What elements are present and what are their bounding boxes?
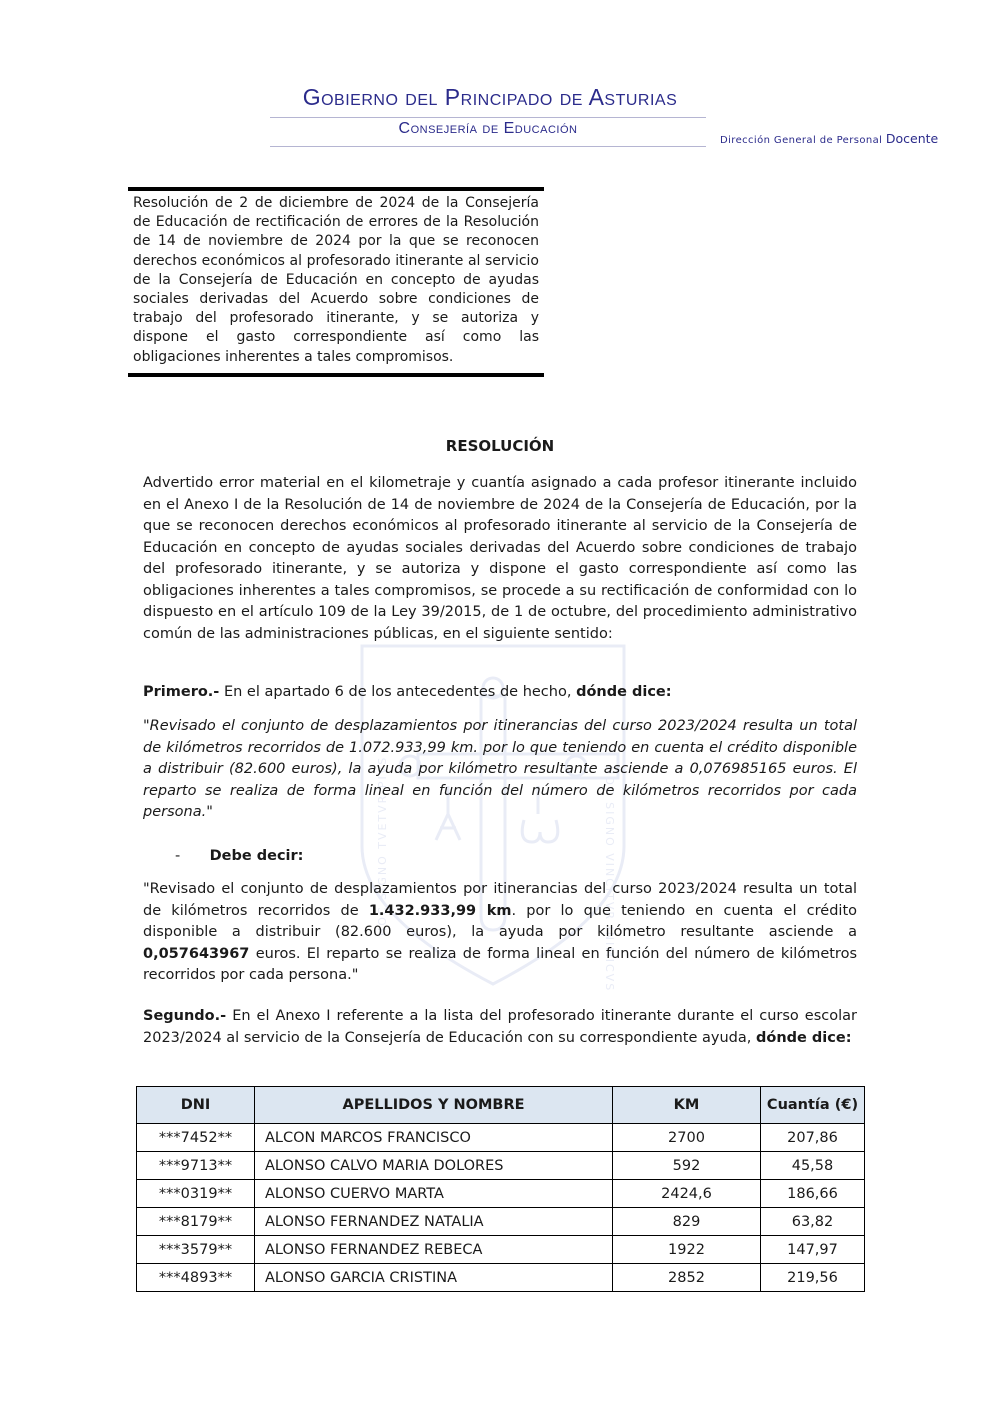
- cell-dni: ***9713**: [137, 1152, 255, 1180]
- debe-decir-label: Debe decir:: [209, 848, 304, 864]
- cell-km: 592: [613, 1152, 761, 1180]
- header-cuantia: Cuantía (€): [761, 1087, 865, 1124]
- cell-km: 2700: [613, 1124, 761, 1152]
- annex-table: [136, 1086, 865, 1292]
- quote-new-part3: euros. El reparto se realiza de forma lineal en función del número de kilómetros recorridos por cada persona.": [143, 945, 857, 983]
- cell-dni: ***3579**: [137, 1236, 255, 1264]
- cell-dni: ***0319**: [137, 1180, 255, 1208]
- resolution-summary-box: Resolución de 2 de diciembre de 2024 de la Consejería de Educación de rectificación de errores de la Resolución de 14 de noviembre de 2024 por la que se reconocen derechos económicos al profesorado itinerante al servicio de la Consejería de Educación en concepto de ayudas sociales derivadas del Acuerdo sobre condiciones de trabajo del profesorado itinerante, y se autoriza y dispone el gasto correspondiente así como las obligaciones inherentes a tales compromisos.: [128, 187, 544, 377]
- header-km: KM: [613, 1087, 761, 1124]
- table-body: [137, 1124, 865, 1292]
- primero-emphasis: dónde dice:: [576, 684, 672, 700]
- segundo-label: Segundo.-: [143, 1008, 227, 1024]
- segundo-emphasis: dónde dice:: [755, 1029, 852, 1046]
- cell-dni: ***7452**: [137, 1124, 255, 1152]
- intro-paragraph: Advertido error material en el kilometraje y cuantía asignado a cada profesor itinerante incluido en el Anexo I de la Resolución de 14 de noviembre de 2024 de la Consejería de Educación, por la que se reconocen derechos económicos al profesorado itinerante al servicio de la Consejería de Educación en concepto de ayudas sociales derivadas del Acuerdo sobre condiciones de trabajo del profesorado itinerante, y se autoriza y dispone el gasto correspondiente así como las obligaciones inherentes a tales compromisos, se procede a su rectificación de conformidad con lo dispuesto en el artículo 109 de la Ley 39/2015, de 1 de octubre, del procedimiento administrativo común de las administraciones públicas, en el siguiente sentido:: [143, 475, 857, 642]
- table-row: [137, 1180, 865, 1208]
- direction-unit: Docente: [885, 131, 939, 146]
- header-rule-bottom: [270, 146, 706, 147]
- table-row: [137, 1264, 865, 1292]
- cell-km: 2424,6: [613, 1180, 761, 1208]
- quote-new: [143, 879, 857, 987]
- header-rule-top: [270, 117, 706, 118]
- direction-general-label: [720, 128, 980, 147]
- dash-bullet: -: [175, 848, 181, 864]
- government-title: Gobierno del Principado de Asturias: [302, 84, 678, 110]
- primero-paragraph: [143, 682, 857, 704]
- cell-name: ALONSO CUERVO MARTA: [255, 1180, 613, 1208]
- quote-new-part1: "Revisado el conjunto de desplazamientos por itinerancias del curso 2023/2024 resulta un total de kilómetros recorridos de: [143, 881, 857, 919]
- cell-km: 2852: [613, 1264, 761, 1292]
- debe-decir-line: [143, 846, 857, 868]
- header-name: APELLIDOS Y NOMBRE: [255, 1087, 613, 1124]
- header-dni: DNI: [137, 1087, 255, 1124]
- cell-cuantia: 147,97: [761, 1236, 865, 1264]
- cell-cuantia: 63,82: [761, 1208, 865, 1236]
- cell-name: ALONSO CALVO MARIA DOLORES: [255, 1152, 613, 1180]
- primero-label: Primero.-: [143, 684, 220, 700]
- table-row: [137, 1152, 865, 1180]
- corrected-km-value: 1.432.933,99 km: [368, 902, 512, 919]
- cell-cuantia: 219,56: [761, 1264, 865, 1292]
- document-title: RESOLUCIÓN: [445, 437, 555, 455]
- table-row: [137, 1124, 865, 1152]
- watermark-motto-right: HOC SIGNO VINCITVR INIMICVS: [603, 766, 616, 993]
- quote-new-part2: . por lo que teniendo en cuenta el crédito disponible a distribuir (82.600 euros), la ayuda por kilómetro resultante asciende a: [143, 902, 857, 940]
- department-title: Consejería de Educación: [398, 120, 578, 137]
- cell-dni: ***4893**: [137, 1264, 255, 1292]
- cell-dni: ***8179**: [137, 1208, 255, 1236]
- primero-body: En el apartado 6 de los antecedentes de hecho,: [223, 684, 572, 700]
- cell-name: ALONSO FERNANDEZ REBECA: [255, 1236, 613, 1264]
- cell-km: 829: [613, 1208, 761, 1236]
- quote-old: "Revisado el conjunto de desplazamientos por itinerancias del curso 2023/2024 resulta un total de kilómetros recorridos de 1.072.933,99 km. por lo que teniendo en cuenta el crédito disponible a distribuir (82.600 euros), la ayuda por kilómetro resultante asciende a 0,076985165 euros. El reparto se realiza de forma lineal en función del número de kilómetros recorridos por cada persona.": [143, 718, 857, 820]
- cell-cuantia: 45,58: [761, 1152, 865, 1180]
- cell-cuantia: 186,66: [761, 1180, 865, 1208]
- cell-name: ALONSO FERNANDEZ NATALIA: [255, 1208, 613, 1236]
- segundo-paragraph: [143, 1006, 857, 1049]
- direction-prefix: Dirección General de Personal: [720, 135, 886, 146]
- cell-name: ALONSO GARCIA CRISTINA: [255, 1264, 613, 1292]
- watermark-motto-left: HOC SIGNO TVETVR PIVS: [376, 755, 389, 936]
- cell-cuantia: 207,86: [761, 1124, 865, 1152]
- table-row: [137, 1208, 865, 1236]
- cell-km: 1922: [613, 1236, 761, 1264]
- table-header-row: [137, 1087, 865, 1124]
- corrected-rate-value: 0,057643967: [143, 945, 250, 962]
- segundo-body: En el Anexo I referente a la lista del profesorado itinerante durante el curso escolar 2023/2024 al servicio de la Consejería de Educación con su correspondiente ayuda,: [143, 1008, 858, 1046]
- table-row: [137, 1236, 865, 1264]
- cell-name: ALCON MARCOS FRANCISCO: [255, 1124, 613, 1152]
